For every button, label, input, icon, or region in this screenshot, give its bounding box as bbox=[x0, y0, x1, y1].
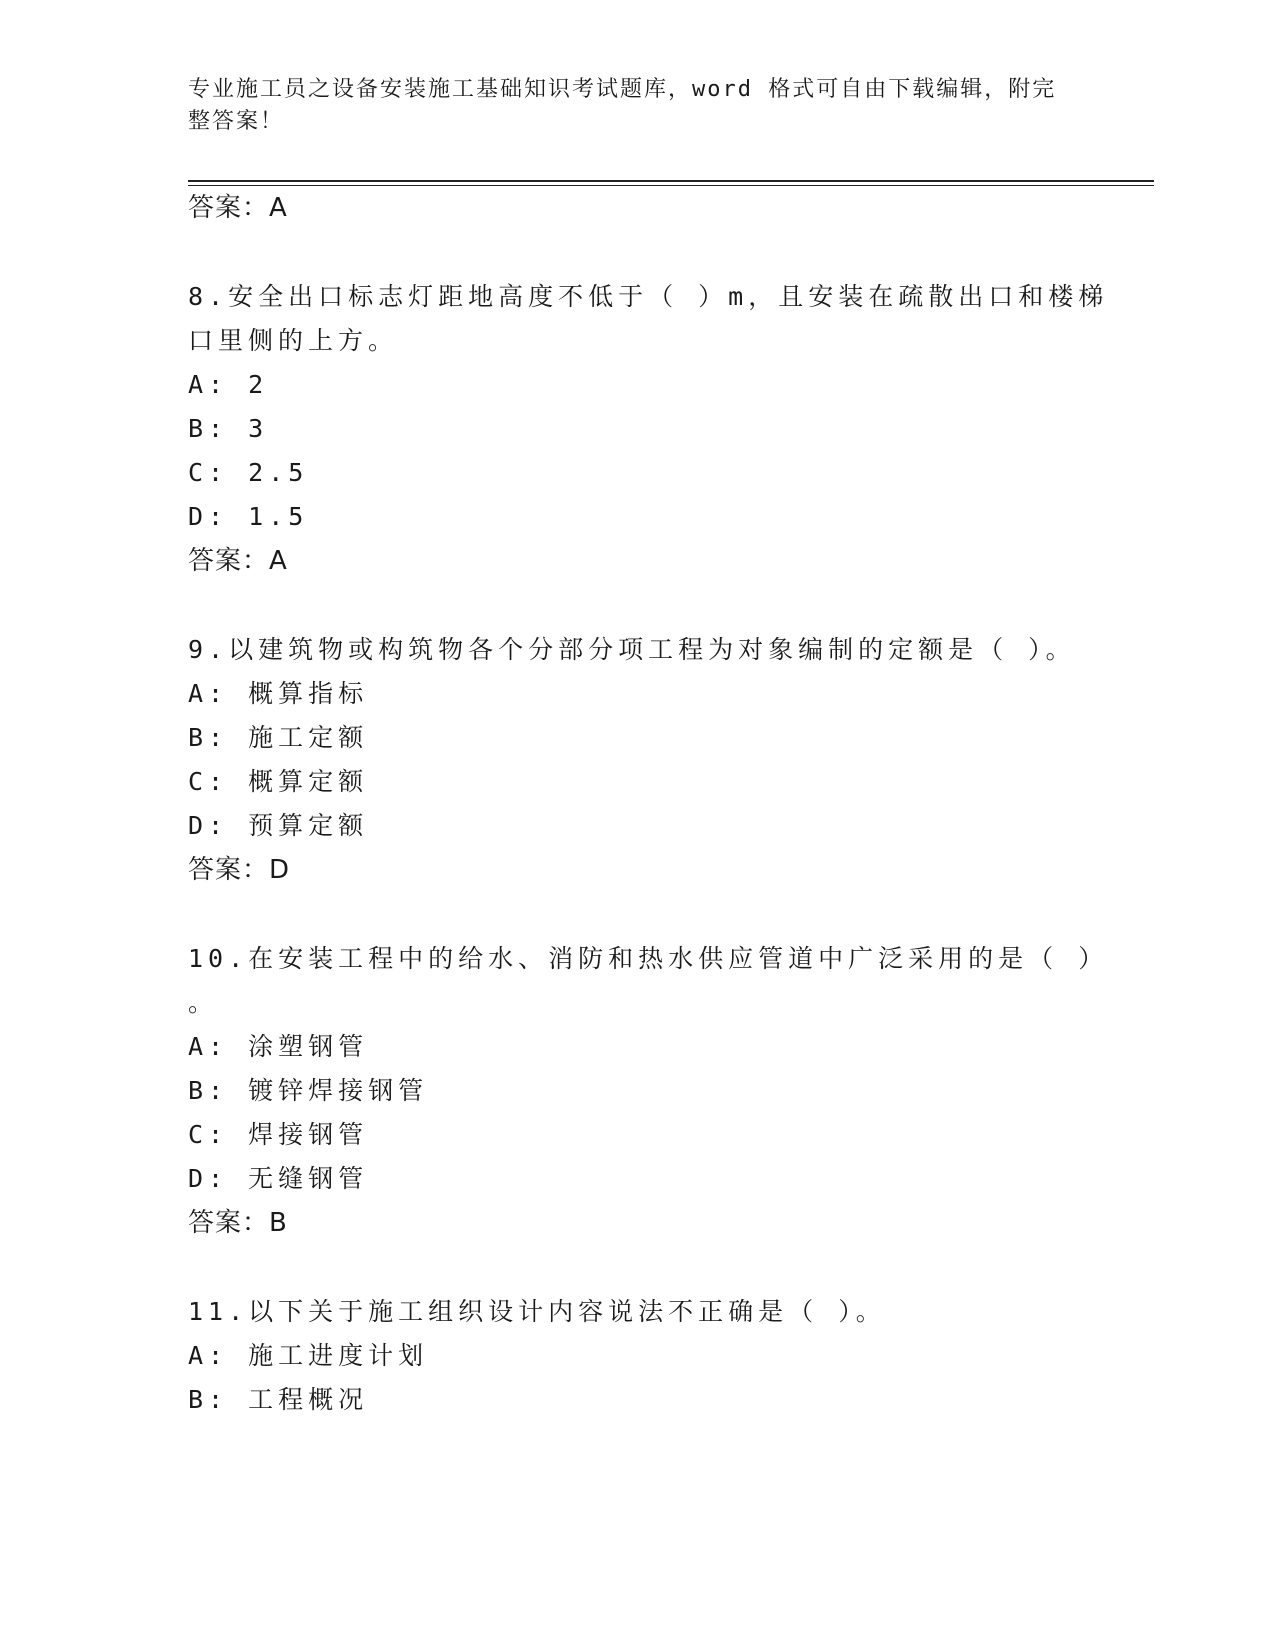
q10-answer: 答案：B bbox=[188, 1208, 288, 1238]
q8-option-a: A: 2 bbox=[188, 370, 269, 399]
header-divider bbox=[188, 180, 1154, 182]
q11-option-b: B: 工程概况 bbox=[188, 1385, 369, 1414]
q8-option-b: B: 3 bbox=[188, 414, 269, 443]
q11-option-a: A: 施工进度计划 bbox=[188, 1341, 429, 1370]
document-header bbox=[188, 74, 1068, 138]
q11-stem-line-1: 11.以下关于施工组织设计内容说法不正确是（ ）。 bbox=[188, 1297, 886, 1326]
q8-option-c: C: 2.5 bbox=[188, 458, 309, 487]
header-line-1: 专业施工员之设备安装施工基础知识考试题库，word 格式可自由下载编辑，附完 bbox=[188, 77, 1057, 102]
q9-option-c: C: 概算定额 bbox=[188, 767, 369, 796]
q10-stem-line-1: 10.在安装工程中的给水、消防和热水供应管道中广泛采用的是（ ） bbox=[188, 944, 1109, 973]
q8-stem-line-2: 口里侧的上方。 bbox=[188, 326, 399, 355]
q10-stem-line-2: 。 bbox=[188, 988, 219, 1017]
q9-option-a: A: 概算指标 bbox=[188, 679, 369, 708]
q10-option-c: C: 焊接钢管 bbox=[188, 1120, 369, 1149]
q9-stem-line-1: 9.以建筑物或构筑物各个分部分项工程为对象编制的定额是（ ）。 bbox=[188, 635, 1076, 664]
q8-option-d: D: 1.5 bbox=[188, 502, 309, 531]
q9-option-b: B: 施工定额 bbox=[188, 723, 369, 752]
q8-stem-line-1: 8.安全出口标志灯距地高度不低于（ ）m，且安装在疏散出口和楼梯 bbox=[188, 282, 1109, 311]
q9-answer: 答案：D bbox=[188, 855, 291, 885]
q10-option-b: B: 镀锌焊接钢管 bbox=[188, 1076, 429, 1105]
header-line-2: 整答案！ bbox=[188, 109, 285, 134]
q8-answer: 答案：A bbox=[188, 546, 288, 576]
header-divider-thin bbox=[188, 185, 1154, 186]
q9-option-d: D: 预算定额 bbox=[188, 811, 369, 840]
previous-answer: 答案：A bbox=[188, 193, 288, 223]
q10-option-d: D: 无缝钢管 bbox=[188, 1164, 369, 1193]
q10-option-a: A: 涂塑钢管 bbox=[188, 1032, 369, 1061]
